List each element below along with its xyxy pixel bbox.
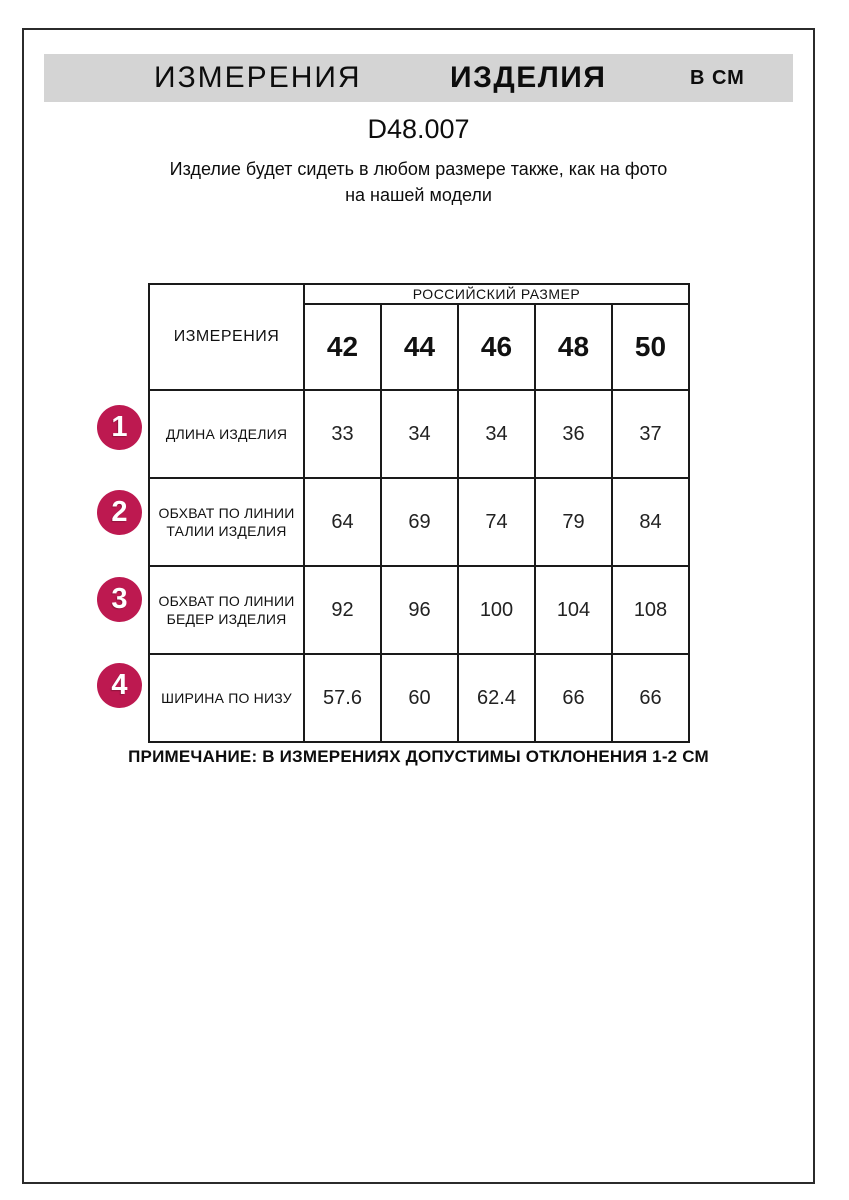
cell-value: 92 <box>304 566 381 654</box>
cell-value: 34 <box>458 390 535 478</box>
cell-value: 69 <box>381 478 458 566</box>
cell-value: 60 <box>381 654 458 742</box>
fit-note-line2: на нашей модели <box>345 185 492 205</box>
size-col-header-42: 42 <box>304 304 381 390</box>
cell-value: 108 <box>612 566 689 654</box>
cell-value: 104 <box>535 566 612 654</box>
cell-value: 66 <box>535 654 612 742</box>
cell-value: 57.6 <box>304 654 381 742</box>
row-label: ОБХВАТ ПО ЛИНИИ ТАЛИИ ИЗДЕЛИЯ <box>149 478 304 566</box>
cell-value: 62.4 <box>458 654 535 742</box>
table-row-hips <box>149 566 689 654</box>
header-units-label: В СМ <box>690 67 745 89</box>
row-marker-1: 1 <box>97 405 142 450</box>
header-band <box>44 54 793 102</box>
size-col-header-50: 50 <box>612 304 689 390</box>
size-col-header-46: 46 <box>458 304 535 390</box>
row-label: ДЛИНА ИЗДЕЛИЯ <box>149 390 304 478</box>
table-corner-header: ИЗМЕРЕНИЯ <box>149 284 304 390</box>
size-col-header-44: 44 <box>381 304 458 390</box>
row-marker-2: 2 <box>97 490 142 535</box>
cell-value: 79 <box>535 478 612 566</box>
table-row-waist <box>149 478 689 566</box>
cell-value: 96 <box>381 566 458 654</box>
cell-value: 100 <box>458 566 535 654</box>
row-label: ШИРИНА ПО НИЗУ <box>149 654 304 742</box>
cell-value: 64 <box>304 478 381 566</box>
size-table <box>148 283 690 743</box>
cell-value: 84 <box>612 478 689 566</box>
cell-value: 37 <box>612 390 689 478</box>
fit-note <box>22 156 815 208</box>
table-row-size-group <box>149 284 689 304</box>
size-group-header: РОССИЙСКИЙ РАЗМЕР <box>304 284 689 304</box>
fit-note-line1: Изделие будет сидеть в любом размере также, как на фото <box>169 159 668 179</box>
table-row-bottom-width <box>149 654 689 742</box>
cell-value: 74 <box>458 478 535 566</box>
header-title-measurements: ИЗМЕРЕНИЯ <box>154 61 362 94</box>
row-label: ОБХВАТ ПО ЛИНИИ БЕДЕР ИЗДЕЛИЯ <box>149 566 304 654</box>
row-marker-4: 4 <box>97 663 142 708</box>
cell-value: 33 <box>304 390 381 478</box>
tolerance-note: ПРИМЕЧАНИЕ: В ИЗМЕРЕНИЯХ ДОПУСТИМЫ ОТКЛОНЕНИЯ 1-2 СМ <box>128 747 709 766</box>
header-title-product: ИЗДЕЛИЯ <box>450 61 607 94</box>
table-row-length <box>149 390 689 478</box>
row-marker-3: 3 <box>97 577 142 622</box>
product-code: D48.007 <box>367 114 470 144</box>
size-col-header-48: 48 <box>535 304 612 390</box>
cell-value: 36 <box>535 390 612 478</box>
cell-value: 34 <box>381 390 458 478</box>
cell-value: 66 <box>612 654 689 742</box>
